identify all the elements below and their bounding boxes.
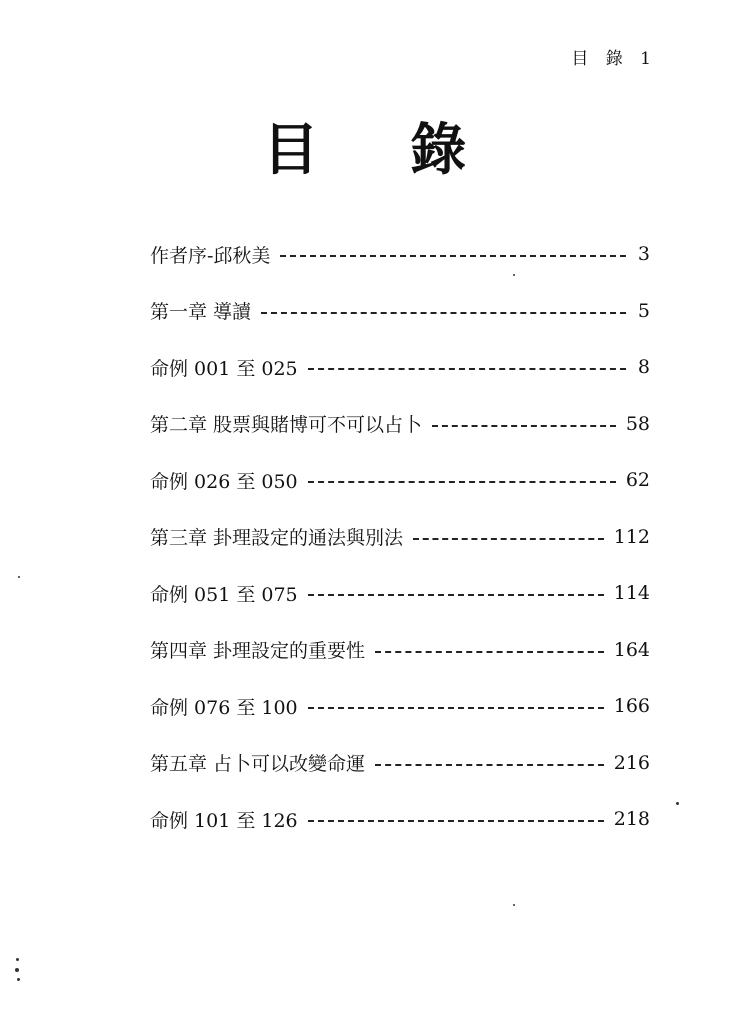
toc-leader: [308, 368, 626, 370]
toc-entry-preface[interactable]: [150, 226, 650, 283]
toc-entry-title: 第三章 卦理設定的通法與別法: [150, 527, 404, 550]
toc-entry-chapter-5[interactable]: [150, 735, 650, 792]
toc-entry-page: 62: [625, 469, 650, 492]
toc-entry-cases-001-025[interactable]: [150, 339, 650, 396]
toc-entry-page: 8: [637, 356, 650, 379]
toc-leader: [308, 707, 604, 709]
scan-speck: [16, 958, 19, 961]
toc-entry-page: 216: [613, 751, 650, 774]
toc-leader: [280, 255, 626, 257]
toc-leader: [432, 425, 616, 427]
toc-entry-chapter-4[interactable]: [150, 622, 650, 679]
table-of-contents: [150, 226, 650, 848]
page-title: 目 錄: [262, 117, 503, 183]
toc-leader: [308, 594, 604, 596]
scan-speck: [17, 978, 20, 981]
toc-leader: [308, 820, 604, 822]
toc-entry-title: 命例 026 至 050: [150, 470, 298, 493]
toc-entry-cases-076-100[interactable]: [150, 678, 650, 735]
toc-entry-title: 命例 076 至 100: [150, 696, 298, 719]
scan-speck: [513, 274, 515, 276]
toc-entry-page: 3: [637, 243, 650, 266]
scan-speck: [676, 802, 679, 805]
toc-leader: [375, 651, 604, 653]
scan-speck: [513, 904, 515, 906]
toc-entry-page: 166: [613, 695, 650, 718]
toc-leader: [413, 538, 604, 540]
toc-entry-title: 第五章 占卜可以改變命運: [150, 753, 366, 776]
toc-entry-title: 第二章 股票與賭博可不可以占卜: [150, 414, 423, 437]
toc-leader: [308, 481, 616, 483]
toc-entry-title: 第一章 導讀: [150, 301, 252, 324]
toc-entry-page: 218: [613, 808, 650, 831]
toc-entry-title: 第四章 卦理設定的重要性: [150, 640, 366, 663]
toc-entry-title: 命例 051 至 075: [150, 583, 298, 606]
running-header: 目 錄 1: [571, 49, 657, 69]
scan-speck: [18, 576, 20, 578]
toc-entry-cases-026-050[interactable]: [150, 452, 650, 509]
toc-entry-chapter-2[interactable]: [150, 396, 650, 453]
toc-entry-cases-051-075[interactable]: [150, 565, 650, 622]
toc-leader: [261, 312, 626, 314]
toc-entry-chapter-3[interactable]: [150, 509, 650, 566]
toc-entry-page: 5: [637, 299, 650, 322]
toc-entry-cases-101-126[interactable]: [150, 791, 650, 848]
scan-speck: [15, 968, 19, 972]
toc-entry-title: 命例 001 至 025: [150, 357, 298, 380]
toc-entry-page: 58: [625, 412, 650, 435]
toc-entry-page: 112: [613, 525, 650, 548]
toc-entry-title: 命例 101 至 126: [150, 809, 298, 832]
toc-entry-title: 作者序-邱秋美: [150, 244, 271, 267]
toc-entry-chapter-1[interactable]: [150, 283, 650, 340]
toc-entry-page: 114: [613, 582, 650, 605]
toc-leader: [375, 764, 604, 766]
toc-entry-page: 164: [613, 638, 650, 661]
